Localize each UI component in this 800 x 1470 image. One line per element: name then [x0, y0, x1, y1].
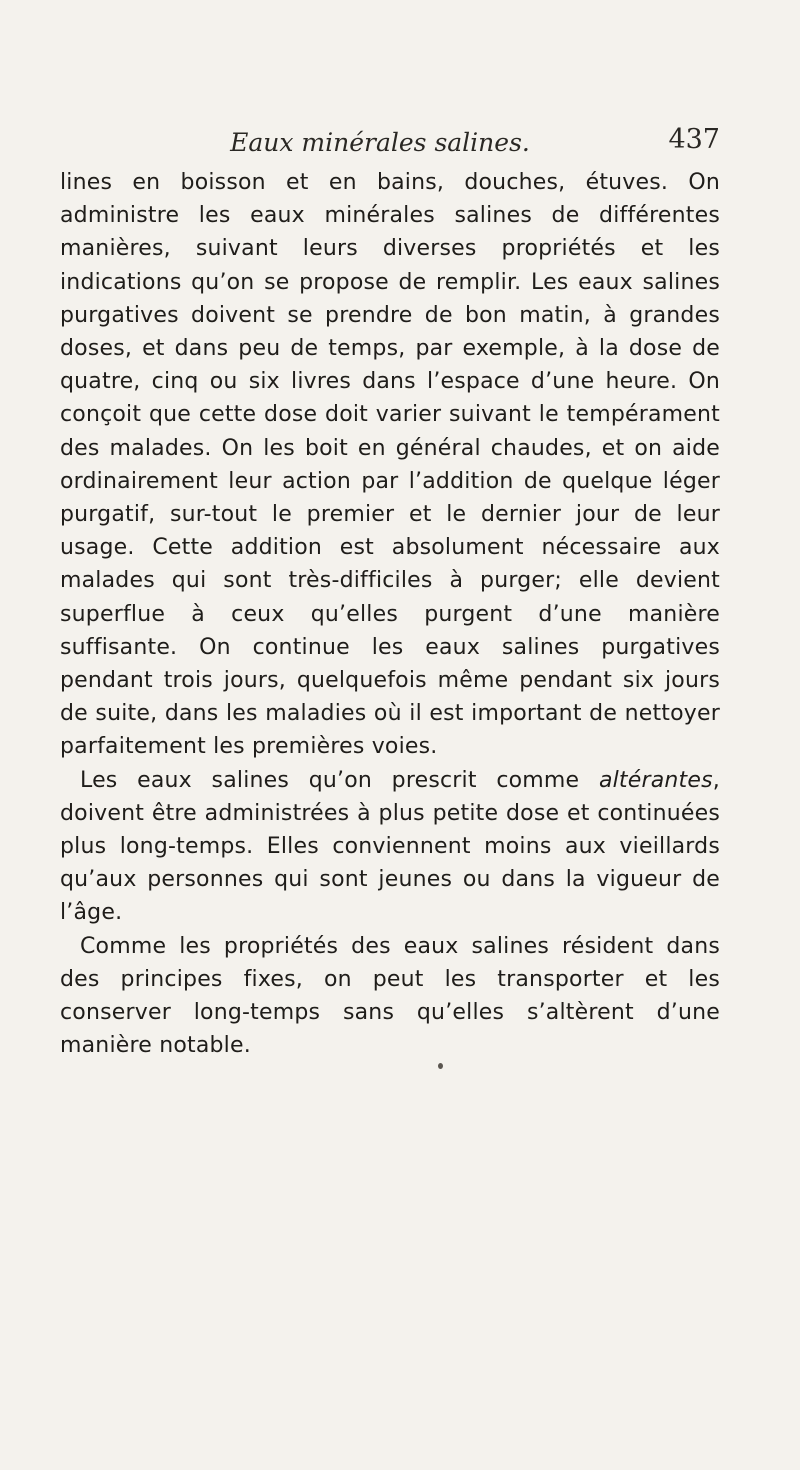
- paragraph-text: Les eaux salines qu’on prescrit comme: [80, 767, 599, 793]
- paragraph: [60, 166, 720, 764]
- page-number: 437: [668, 124, 720, 155]
- body-text: [60, 166, 720, 1062]
- paragraph-text: lines en boisson et en bains, douches, étuves. On administre les eaux minérales salines de différentes manières, suivant leurs diverses propriétés et les indications qu’on se propose de remplir. Les eaux salines purgatives doivent se prendre de bon matin, à grandes doses, et dans peu de temps, par exemple, à la dose de quatre, cinq ou six livres dans l’espace d’une heure. On conçoit que cette dose doit varier suivant le tempérament des malades. On les boit en général chaudes, et on aide ordinairement leur action par l’addition de quelque léger purgatif, sur-tout le premier et le dernier jour de leur usage. Cette addition est absolument nécessaire aux malades qui sont très-difficiles à purger; elle devient superflue à ceux qu’elles purgent d’une manière suffisante. On continue les eaux salines purgatives pendant trois jours, quelquefois même pendant six jours de suite, dans les maladies où il est important de nettoyer parfaitement les premières voies.: [60, 170, 720, 760]
- running-title: Eaux minérales salines.: [230, 128, 530, 157]
- paragraph-text: Comme les propriétés des eaux salines résident dans des principes fixes, on peut les transporter et les conserver long-temps sans qu’elles s’altèrent d’une manière notable.: [60, 933, 720, 1059]
- paragraph: [60, 930, 720, 1063]
- paragraph-text: , doivent être administrées à plus petite dose et continuées plus long-temps. Elles conviennent moins aux vieillards qu’aux personnes qui sont jeunes ou dans la vigueur de l’âge.: [60, 767, 720, 926]
- emphasized-term: altérantes: [598, 767, 713, 793]
- paragraph: [60, 764, 720, 930]
- page-header: [60, 122, 760, 162]
- ink-speck: [438, 1063, 443, 1069]
